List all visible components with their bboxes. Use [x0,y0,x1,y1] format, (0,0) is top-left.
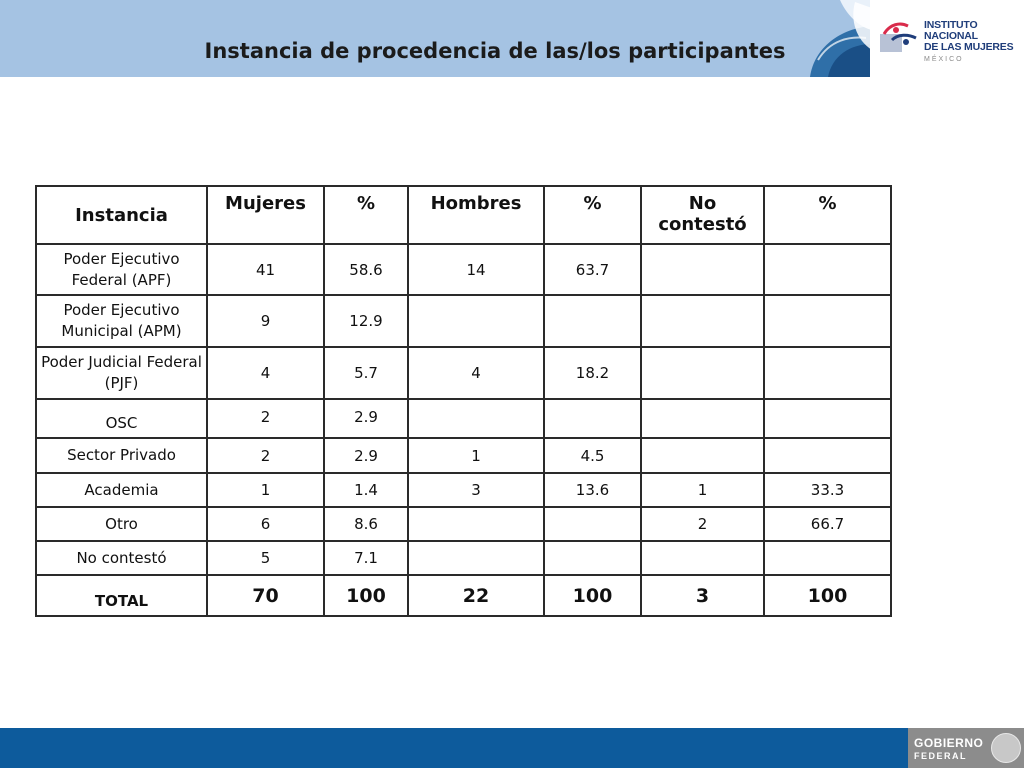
row-mujeres-pct: 2.9 [324,438,408,473]
row-hombres: 3 [408,473,544,507]
row-hombres [408,295,544,347]
row-no-contesto-pct [764,347,891,399]
table-row [36,244,891,295]
total-hombres: 22 [408,575,544,616]
row-no-contesto: 2 [641,507,764,541]
row-no-contesto-pct: 33.3 [764,473,891,507]
table-row [36,541,891,575]
row-hombres-pct: 63.7 [544,244,641,295]
row-mujeres-pct: 1.4 [324,473,408,507]
row-instancia: No contestó [36,541,207,575]
row-no-contesto [641,541,764,575]
row-instancia: Poder Ejecutivo Federal (APF) [36,244,207,295]
total-mujeres-pct: 100 [324,575,408,616]
participants-table [35,185,892,617]
total-no-contesto-pct: 100 [764,575,891,616]
row-mujeres-pct: 7.1 [324,541,408,575]
row-mujeres-pct: 5.7 [324,347,408,399]
row-hombres-pct [544,541,641,575]
row-mujeres-pct: 58.6 [324,244,408,295]
row-instancia: Academia [36,473,207,507]
row-mujeres-pct: 8.6 [324,507,408,541]
row-hombres-pct: 18.2 [544,347,641,399]
footer-brand-line-2: FEDERAL [914,751,967,761]
total-label: TOTAL [36,575,207,616]
row-hombres: 14 [408,244,544,295]
row-no-contesto [641,244,764,295]
footer-brand-line-1: GOBIERNO [914,736,984,750]
table-row [36,295,891,347]
total-mujeres: 70 [207,575,324,616]
row-instancia: Poder Ejecutivo Municipal (APM) [36,295,207,347]
row-hombres-pct [544,399,641,438]
footer-band [0,728,1024,768]
column-header-no-contesto: No contestó [641,186,764,244]
logo-line-2: DE LAS MUJERES [924,41,1014,53]
row-no-contesto [641,399,764,438]
row-no-contesto [641,347,764,399]
row-hombres-pct [544,295,641,347]
logo-line-3: MÉXICO [924,56,964,63]
inmujeres-emblem-icon [878,20,920,54]
total-no-contesto: 3 [641,575,764,616]
row-no-contesto [641,438,764,473]
row-mujeres: 1 [207,473,324,507]
column-header-no-contesto-pct: % [764,186,891,244]
row-no-contesto: 1 [641,473,764,507]
row-instancia: Otro [36,507,207,541]
page-title: Instancia de procedencia de las/los participantes [204,39,786,63]
row-mujeres: 4 [207,347,324,399]
row-no-contesto-pct [764,399,891,438]
column-header-mujeres-pct: % [324,186,408,244]
row-mujeres-pct: 2.9 [324,399,408,438]
row-instancia: Poder Judicial Federal (PJF) [36,347,207,399]
national-seal-icon [991,733,1021,763]
gobierno-federal-logo [908,728,1024,768]
row-no-contesto [641,295,764,347]
row-hombres: 4 [408,347,544,399]
row-mujeres: 5 [207,541,324,575]
row-hombres [408,399,544,438]
row-mujeres: 2 [207,438,324,473]
row-mujeres: 41 [207,244,324,295]
table-total-row [36,575,891,616]
row-no-contesto-pct [764,244,891,295]
row-no-contesto-pct: 66.7 [764,507,891,541]
row-no-contesto-pct [764,541,891,575]
row-instancia: OSC [36,399,207,438]
row-no-contesto-pct [764,438,891,473]
row-mujeres: 2 [207,399,324,438]
row-mujeres-pct: 12.9 [324,295,408,347]
column-header-instancia: Instancia [36,186,207,244]
row-hombres-pct [544,507,641,541]
row-instancia: Sector Privado [36,438,207,473]
table-header-row [36,186,891,244]
row-no-contesto-pct [764,295,891,347]
row-hombres-pct: 4.5 [544,438,641,473]
table-row [36,473,891,507]
row-mujeres: 6 [207,507,324,541]
row-hombres [408,507,544,541]
row-hombres [408,541,544,575]
inmujeres-logo [870,0,1024,77]
table-row [36,438,891,473]
logo-line-1: INSTITUTO NACIONAL [924,19,978,42]
total-hombres-pct: 100 [544,575,641,616]
column-header-hombres: Hombres [408,186,544,244]
row-hombres-pct: 13.6 [544,473,641,507]
table-row [36,507,891,541]
table-row [36,347,891,399]
row-hombres: 1 [408,438,544,473]
table-row [36,399,891,438]
row-mujeres: 9 [207,295,324,347]
column-header-hombres-pct: % [544,186,641,244]
column-header-mujeres: Mujeres [207,186,324,244]
